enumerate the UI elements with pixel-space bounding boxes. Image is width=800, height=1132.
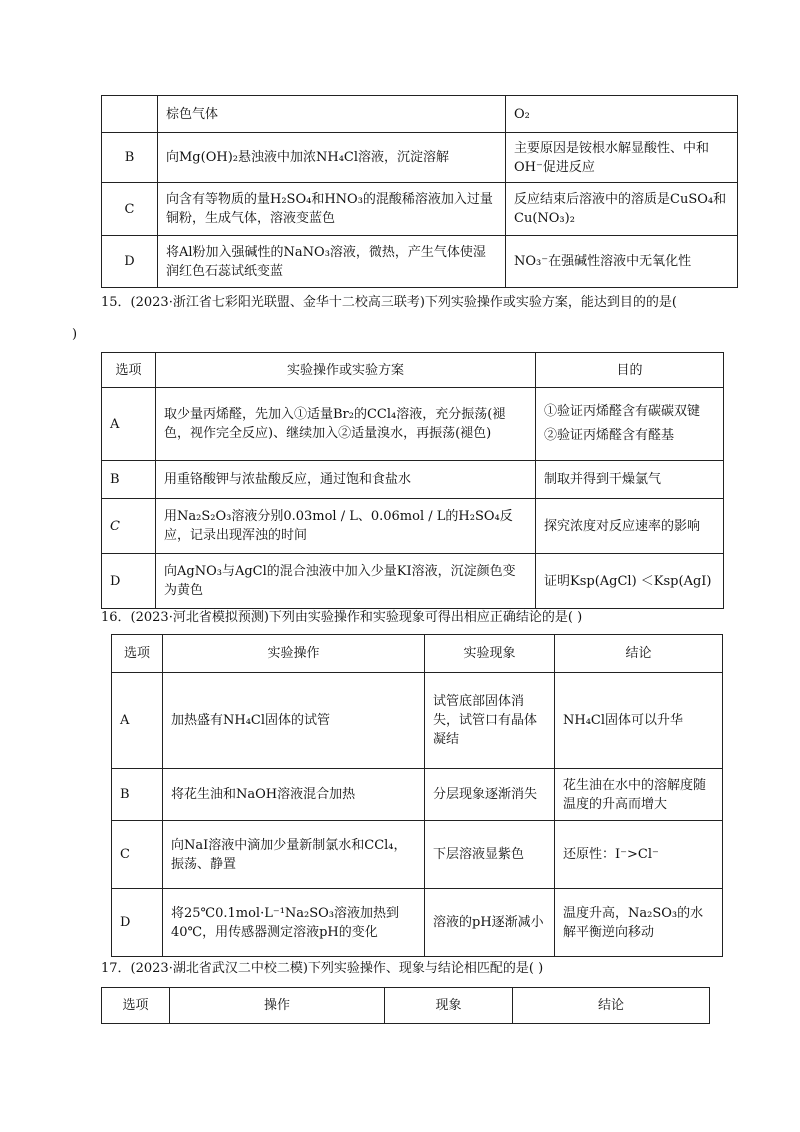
header-operation: 操作 — [170, 988, 385, 1024]
operation-cell: 将花生油和NaOH溶液混合加热 — [163, 769, 425, 821]
goal-cell: 证明Ksp(AgCl) ＜Ksp(AgI) — [536, 554, 724, 609]
table-row — [102, 499, 724, 554]
table-row — [102, 236, 738, 288]
option-cell: C — [102, 183, 158, 236]
table-header-row — [112, 635, 723, 673]
q14-table — [101, 95, 738, 288]
conclusion-cell: 温度升高，Na₂SO₃的水解平衡逆向移动 — [555, 889, 723, 957]
result-cell: NO₃⁻在强碱性溶液中无氧化性 — [506, 236, 738, 288]
q15-close-paren: ) — [72, 327, 78, 342]
option-cell: D — [102, 236, 158, 288]
table-header-row — [102, 988, 710, 1024]
table-row — [102, 96, 738, 133]
phenomenon-cell: 溶液的pH逐渐减小 — [425, 889, 555, 957]
table-header-row — [102, 353, 724, 388]
option-cell: B — [112, 769, 163, 821]
q17-stem: 17．(2023·湖北省武汉二中校二模)下列实验操作、现象与结论相匹配的是( ) — [101, 961, 544, 976]
operation-cell: 向含有等物质的量H₂SO₄和HNO₃的混酸稀溶液加入过量铜粉，生成气体，溶液变蓝色 — [158, 183, 506, 236]
option-cell: D — [102, 554, 156, 609]
goal-line: ②验证丙烯醛含有醛基 — [544, 428, 675, 443]
operation-cell: 向NaI溶液中滴加少量新制氯水和CCl₄，振荡、静置 — [163, 821, 425, 889]
option-cell: C — [112, 821, 163, 889]
operation-cell: 向AgNO₃与AgCl的混合浊液中加入少量KI溶液，沉淀颜色变为黄色 — [156, 554, 536, 609]
option-cell — [102, 96, 158, 133]
header-conclusion: 结论 — [513, 988, 710, 1024]
table-row — [112, 673, 723, 769]
table-row — [102, 183, 738, 236]
operation-cell: 将25℃0.1mol·L⁻¹Na₂SO₃溶液加热到40℃，用传感器测定溶液pH的变化 — [163, 889, 425, 957]
table-row — [102, 388, 724, 461]
header-option: 选项 — [102, 988, 170, 1024]
operation-cell: 向Mg(OH)₂悬浊液中加浓NH₄Cl溶液，沉淀溶解 — [158, 133, 506, 183]
conclusion-cell: 花生油在水中的溶解度随温度的升高而增大 — [555, 769, 723, 821]
option-cell: A — [102, 388, 156, 461]
option-cell: A — [112, 673, 163, 769]
phenomenon-cell: 下层溶液显紫色 — [425, 821, 555, 889]
option-cell: D — [112, 889, 163, 957]
conclusion-cell: NH₄Cl固体可以升华 — [555, 673, 723, 769]
result-cell: 反应结束后溶液中的溶质是CuSO₄和Cu(NO₃)₂ — [506, 183, 738, 236]
q15-stem: 15．(2023·浙江省七彩阳光联盟、金华十二校高三联考)下列实验操作或实验方案，能达到目的的是( — [101, 295, 677, 310]
goal-cell — [536, 388, 724, 461]
q15-table — [101, 352, 724, 609]
result-cell: 主要原因是铵根水解显酸性、中和OH⁻促进反应 — [506, 133, 738, 183]
table-row — [102, 554, 724, 609]
goal-cell: 制取并得到干燥氯气 — [536, 461, 724, 499]
operation-cell: 用重铬酸钾与浓盐酸反应，通过饱和食盐水 — [156, 461, 536, 499]
header-operation: 实验操作 — [163, 635, 425, 673]
header-phenomenon: 现象 — [385, 988, 513, 1024]
result-cell: O₂ — [506, 96, 738, 133]
table-row — [112, 769, 723, 821]
table-row — [102, 461, 724, 499]
q17-table — [101, 987, 710, 1024]
header-conclusion: 结论 — [555, 635, 723, 673]
operation-cell: 将Al粉加入强碱性的NaNO₃溶液，微热，产生气体使湿润红色石蕊试纸变蓝 — [158, 236, 506, 288]
phenomenon-cell: 试管底部固体消失，试管口有晶体凝结 — [425, 673, 555, 769]
operation-cell: 棕色气体 — [158, 96, 506, 133]
operation-cell: 取少量丙烯醛，先加入①适量Br₂的CCl₄溶液，充分振荡(褪色，视作完全反应)、继续加入②适量溴水，再振荡(褪色) — [156, 388, 536, 461]
header-option: 选项 — [102, 353, 156, 388]
option-cell: B — [102, 133, 158, 183]
table-row — [112, 821, 723, 889]
header-option: 选项 — [112, 635, 163, 673]
conclusion-cell: 还原性：I⁻>Cl⁻ — [555, 821, 723, 889]
phenomenon-cell: 分层现象逐渐消失 — [425, 769, 555, 821]
operation-cell: 加热盛有NH₄Cl固体的试管 — [163, 673, 425, 769]
goal-line: ①验证丙烯醛含有碳碳双键 — [544, 404, 701, 419]
header-operation: 实验操作或实验方案 — [156, 353, 536, 388]
goal-cell: 探究浓度对反应速率的影响 — [536, 499, 724, 554]
operation-cell: 用Na₂S₂O₃溶液分别0.03mol / L、0.06mol / L的H₂SO₄反应，记录出现浑浊的时间 — [156, 499, 536, 554]
option-cell: B — [102, 461, 156, 499]
table-row — [102, 133, 738, 183]
table-row — [112, 889, 723, 957]
q16-stem: 16．(2023·河北省模拟预测)下列由实验操作和实验现象可得出相应正确结论的是( ) — [101, 610, 583, 625]
header-phenomenon: 实验现象 — [425, 635, 555, 673]
header-goal: 目的 — [536, 353, 724, 388]
option-cell: C — [102, 499, 156, 554]
q16-table — [111, 634, 723, 957]
